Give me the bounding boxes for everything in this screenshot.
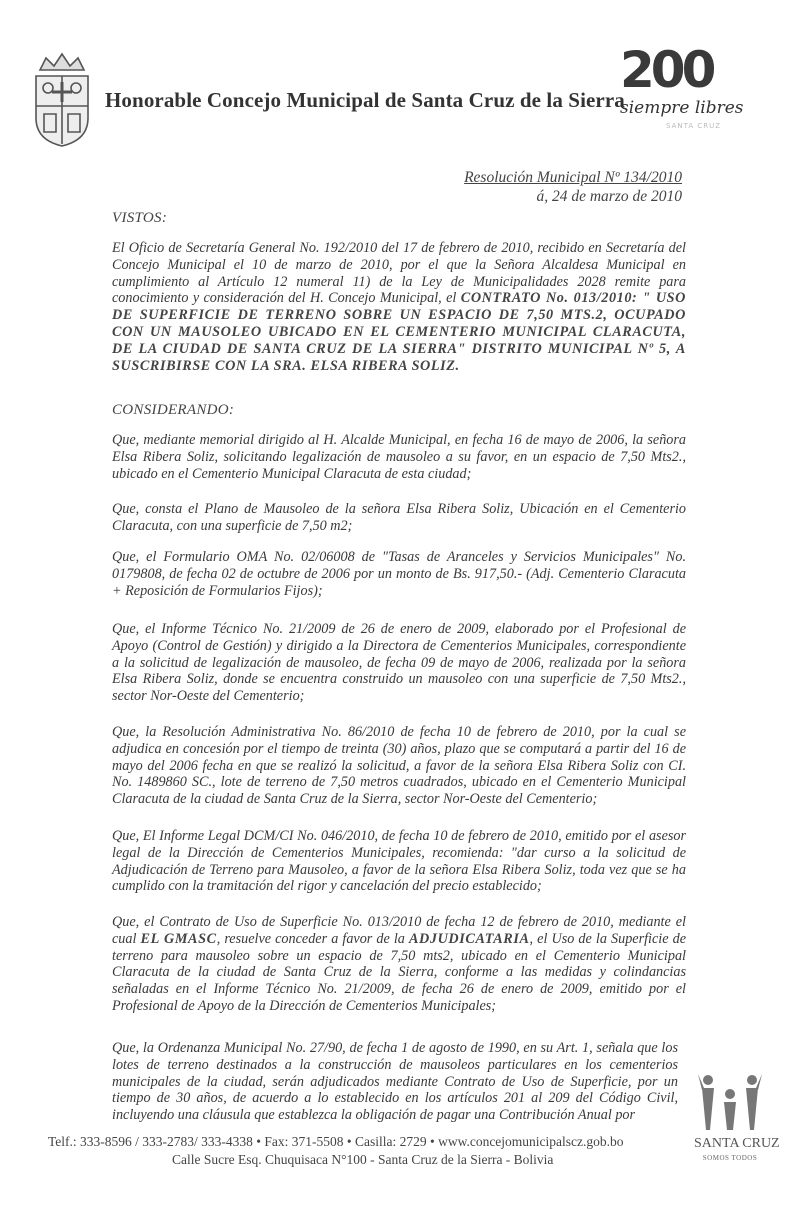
p7-gmasc: EL GMASC [140, 930, 217, 947]
considerando-paragraph-7 [112, 914, 686, 1015]
p7-adjudicataria: ADJUDICATARIA [408, 930, 530, 947]
considerando-paragraph-1: Que, mediante memorial dirigido al H. Alcalde Municipal, en fecha 16 de mayo de 2006, la señora Elsa Ribera Soliz, solicitando legalización de mausoleo a su favor, en un espacio de 7,50 Mts2., ubicado en el Cementerio Municipal Claracuta de esta ciudad; [112, 432, 686, 482]
logo-script: siempre libres [620, 98, 744, 118]
resolution-title: Resolución Municipal Nº 134/2010 [464, 169, 682, 186]
considerando-paragraph-6: Que, El Informe Legal DCM/CI No. 046/2010, de fecha 10 de febrero de 2010, emitido por el asesor legal de la Dirección de Cementerios Municipales, recomienda: "dar curso a la solicitud de Adjudicación de Terreno para Mausoleo, a favor de la señora Elsa Ribera Soliz, toda vez que se ha cumplido con la tramitación del rigor y cancelación del precio establecido; [112, 828, 686, 895]
people-icon [694, 1064, 766, 1136]
p7-text-a: Que, el Contrato de Uso de Superficie No. 013/2010 de fecha 12 de febrero de 2010, mediante el cual [112, 914, 686, 947]
p7-text-c: , el Uso de la Superficie de terreno para mausoleo sobre un espacio de 7,50 mts2, ubicado en el Cementerio Municipal Claracuta de la ciudad de Santa Cruz de la Sierra, conforme a las medidas y colindancias señaladas en el Informe Técnico No. 21/2009, de fecha 26 de enero de 2009, emitido por el Profesional de Apoyo de la Dirección de Cementerios Municipales; [112, 930, 686, 1014]
considerando-paragraph-4: Que, el Informe Técnico No. 21/2009 de 26 de enero de 2009, elaborado por el Profesional de Apoyo (Control de Gestión) y dirigido a la Directora de Cementerios Municipales, correspondiente a la solicitud de legalización de mausoleo, de fecha 09 de mayo de 2006, realizada por la señora Elsa Ribera Soliz, donde se encuentra construido un mausoleo con una superficie de 7,50 Mts2., sector Nor-Oeste del Cementerio; [112, 621, 686, 705]
santa-cruz-logo-subtitle: SOMOS TODOS [702, 1154, 758, 1162]
vistos-paragraph [112, 240, 686, 374]
bicentennial-logo [618, 42, 748, 134]
santa-cruz-logo-title: SANTA CRUZ [694, 1136, 780, 1151]
vistos-text: El Oficio de Secretaría General No. 192/2010 del 17 de febrero de 2010, recibido en Secretaría del Concejo Municipal el 10 de marzo de 2010, por el que la Señora Alcaldesa Municipal en cumplimiento al Artículo 12 numeral 11) de la Ley de Municipalidades 2028 remite para conocimiento y consideración del H. Concejo Municipal, el [112, 240, 686, 307]
logo-number: 200 [620, 41, 713, 99]
vistos-heading: VISTOS: [112, 210, 168, 226]
considerando-paragraph-5: Que, la Resolución Administrativa No. 86/2010 de fecha 10 de febrero de 2010, por la cual se adjudica en concesión por el tiempo de treinta (30) años, plazo que se computará a partir del 16 de mayo del 2006 fecha en que se realizó la solicitud, a favor de la señora Elsa Ribera Soliz con CI. No. 1489860 SC., lote de terreno de 7,50 metros cuadrados, ubicado en el Cementerio Municipal Claracuta de la ciudad de Santa Cruz de la Sierra, sector Nor-Oeste del Cementerio; [112, 724, 686, 808]
footer-contact: Telf.: 333-8596 / 333-2783/ 333-4338 • Fax: 371-5508 • Casilla: 2729 • www.concejomunicipalscz.gob.bo [48, 1134, 624, 1149]
coat-of-arms-icon [30, 48, 94, 148]
logo-small-text: SANTA CRUZ [666, 122, 721, 130]
considerando-paragraph-2: Que, consta el Plano de Mausoleo de la señora Elsa Ribera Soliz, Ubicación en el Cementerio Claracuta, con una superficie de 7,50 m2; [112, 501, 686, 534]
considerando-heading: CONSIDERANDO: [112, 402, 235, 418]
resolution-date: á, 24 de marzo de 2010 [536, 188, 682, 205]
council-title: Honorable Concejo Municipal de Santa Cruz de la Sierra [105, 88, 625, 112]
footer-address: Calle Sucre Esq. Chuquisaca N°100 - Santa Cruz de la Sierra - Bolivia [172, 1152, 554, 1167]
santa-cruz-logo [694, 1064, 780, 1174]
p7-text-b: , resuelve conceder a favor de la [216, 930, 405, 947]
considerando-paragraph-8: Que, la Ordenanza Municipal No. 27/90, de fecha 1 de agosto de 1990, en su Art. 1, señala que los lotes de terreno destinados a la construcción de mausoleos particulares en los cementerios municipales de la ciudad, serán adjudicados mediante Contrato de Uso de Superficie, por un tiempo de 30 años, de acuerdo a lo establecido en los artículos 201 al 209 del Código Civil, incluyendo una cláusula que establezca la obligación de pagar una Contribución Anual por [112, 1040, 678, 1124]
contract-reference: CONTRATO No. 013/2010: " USO DE SUPERFICIE DE TERRENO SOBRE UN ESPACIO DE 7,50 MTS.2, OCUPADO CON UN MAUSOLEO UBICADO EN EL CEMENTERIO MUNICIPAL CLARACUTA, DE LA CIUDAD DE SANTA CRUZ DE LA SIERRA" DISTRITO MUNICIPAL Nº 5, A SUSCRIBIRSE CON LA SRA. ELSA RIBERA SOLIZ. [112, 290, 686, 374]
considerando-paragraph-3: Que, el Formulario OMA No. 02/06008 de "Tasas de Aranceles y Servicios Municipales" No. 0179808, de fecha 02 de octubre de 2006 por un monto de Bs. 917,50.- (Adj. Cementerio Claracuta + Reposición de Formularios Fijos); [112, 549, 686, 599]
